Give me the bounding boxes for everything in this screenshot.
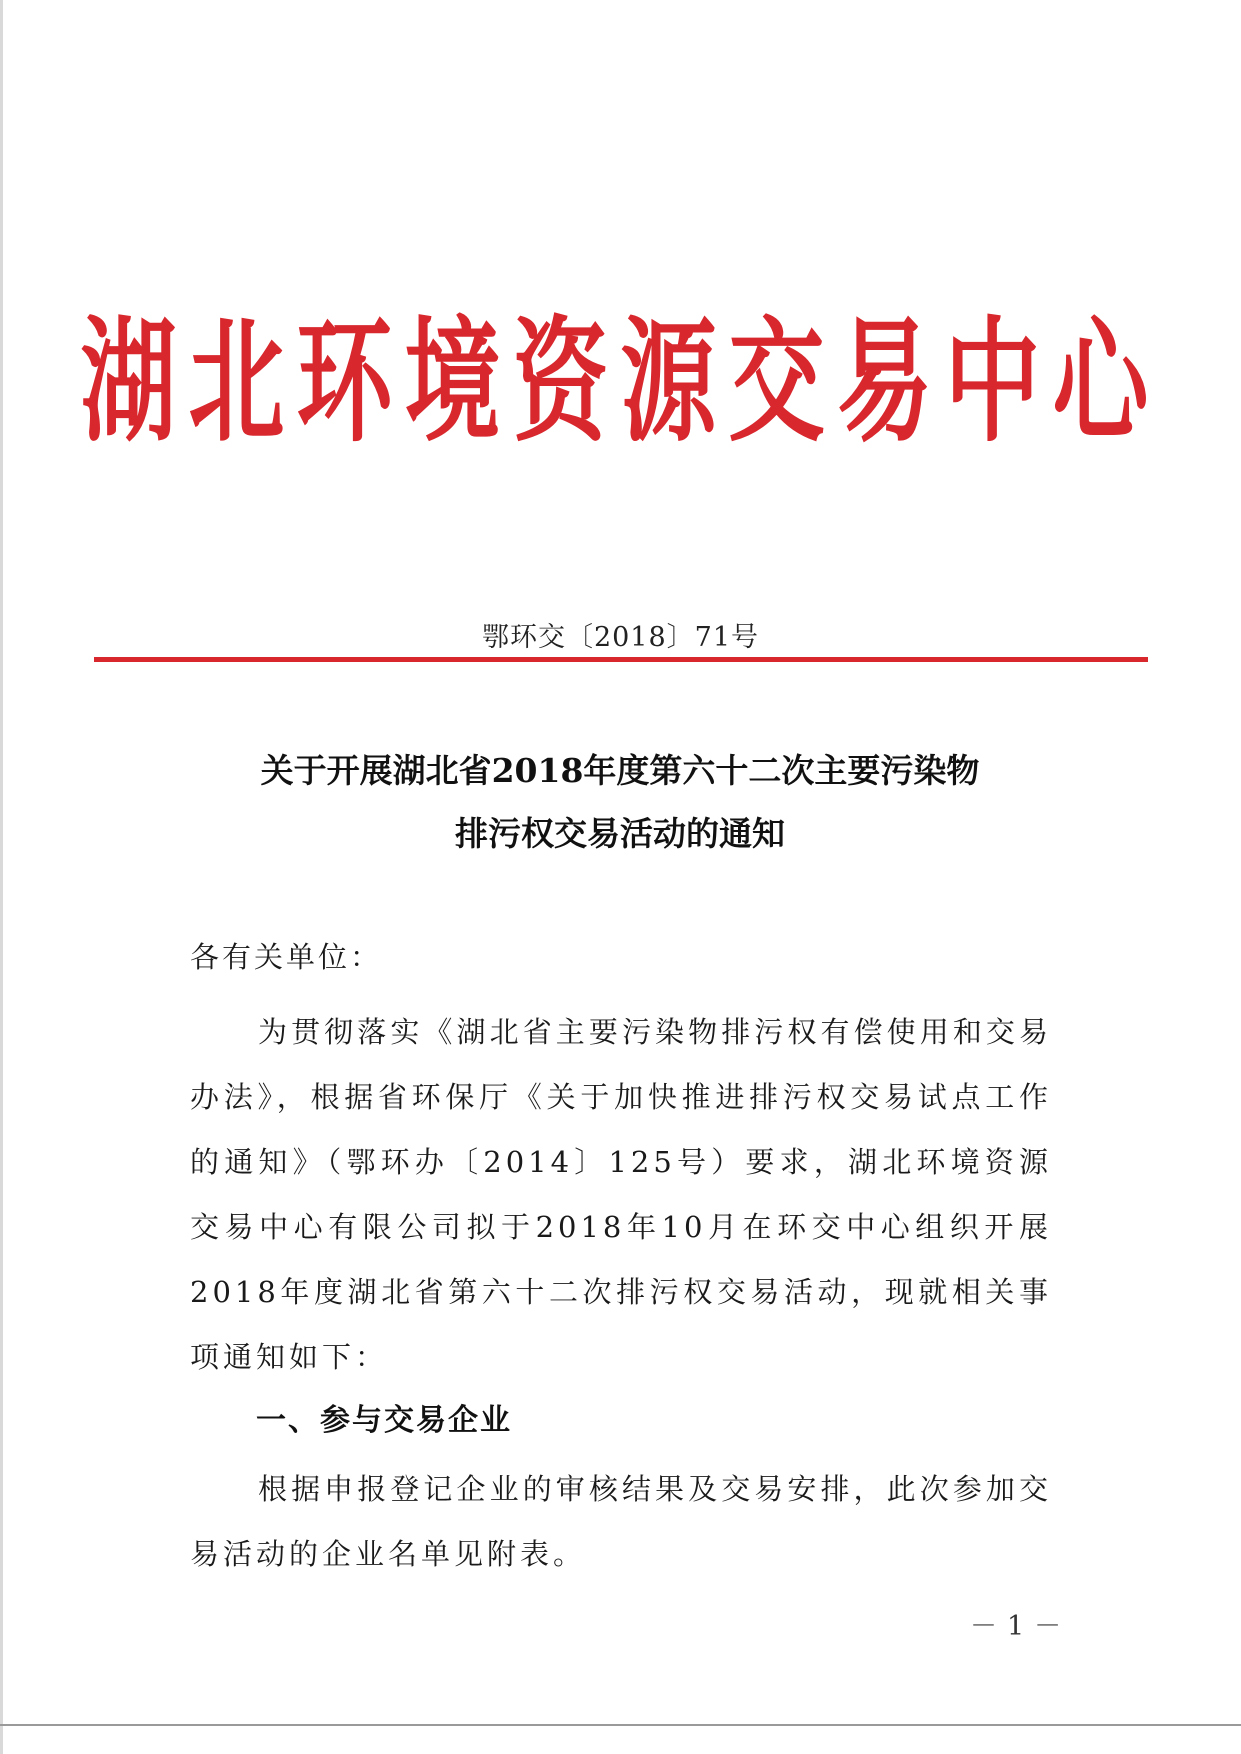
notice-title-line-2: 排污权交易活动的通知 bbox=[455, 814, 785, 853]
red-divider-line bbox=[94, 657, 1148, 662]
body-paragraph-1: 为贯彻落实《湖北省主要污染物排污权有偿使用和交易办法》，根据省环保厅《关于加快推进排污权交易试点工作的通知》（鄂环办〔2014〕125号）要求，湖北环境资源交易中心有限公司拟于2018年10月在环交中心组织开展2018年度湖北省第六十二次排污权交易活动，现就相关事项通知如下： bbox=[190, 1015, 1052, 1374]
section-heading-1: 一、参与交易企业 bbox=[256, 1403, 512, 1438]
letterhead-org-name: 湖北环境资源交易中心 bbox=[80, 303, 1161, 461]
page-number: －1－ bbox=[970, 1611, 1072, 1642]
body-paragraph-2: 根据申报登记企业的审核结果及交易安排，此次参加交易活动的企业名单见附表。 bbox=[190, 1472, 1052, 1571]
notice-title-line-1: 关于开展湖北省2018年度第六十二次主要污染物 bbox=[260, 751, 980, 790]
document-number: 鄂环交〔2018〕71号 bbox=[481, 622, 760, 653]
scan-bottom-edge bbox=[0, 1724, 1241, 1726]
salutation: 各有关单位： bbox=[190, 940, 383, 974]
scan-left-edge bbox=[0, 0, 3, 1754]
